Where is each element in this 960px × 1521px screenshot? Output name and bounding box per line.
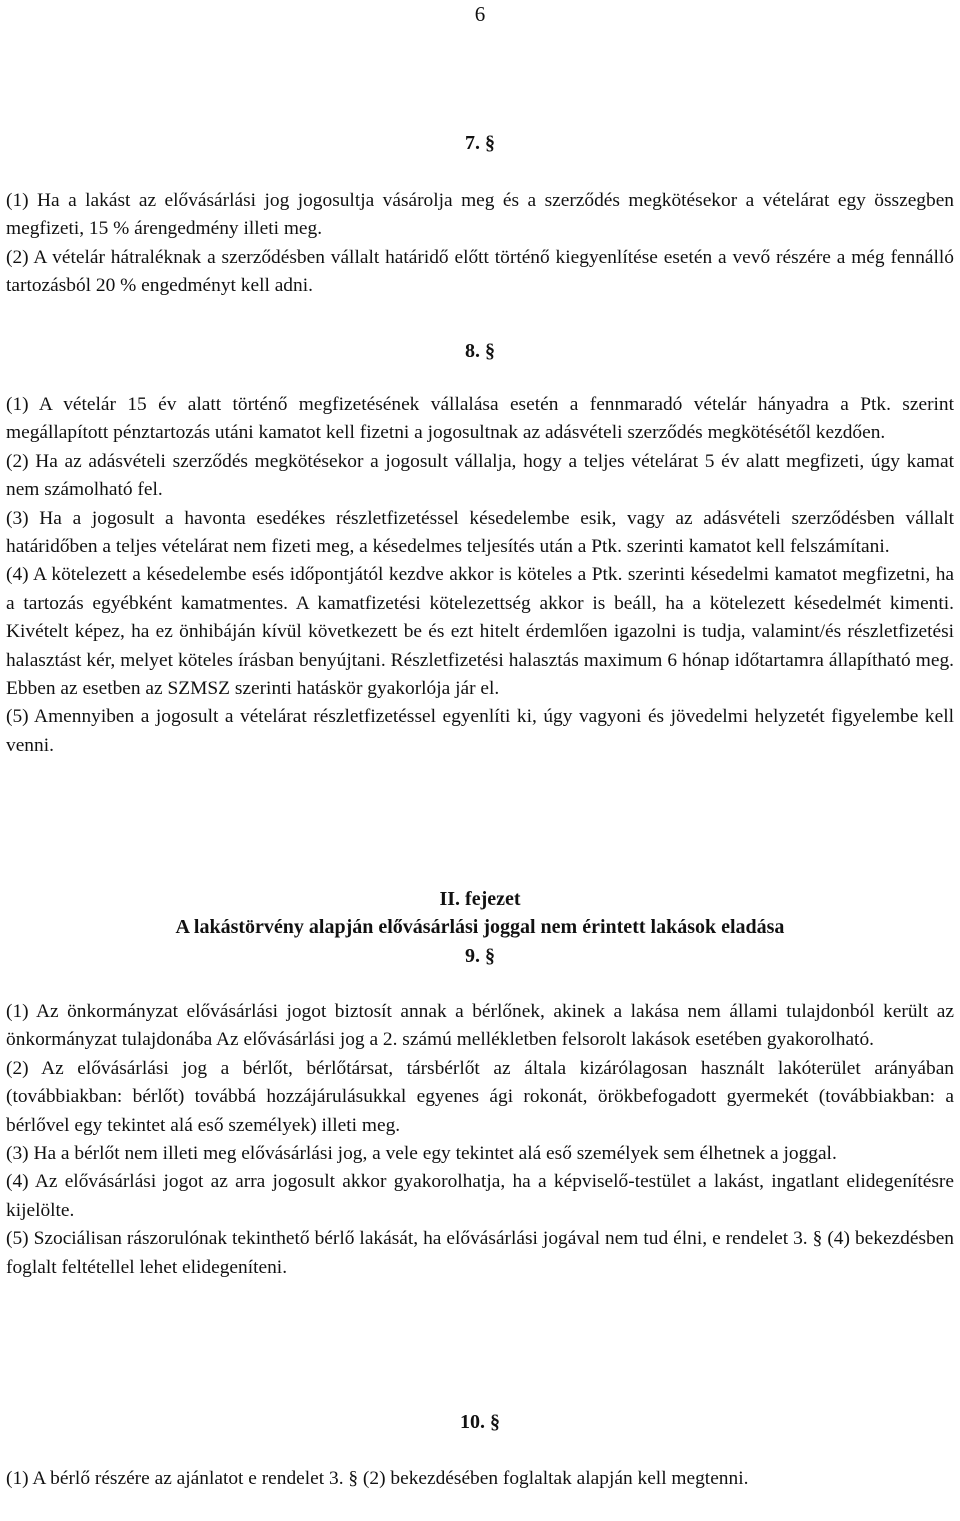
section-10-heading: 10. § — [460, 1411, 500, 1433]
section-9-paragraph-1: (1) Az önkormányzat elővásárlási jogot biztosít annak a bérlőnek, akinek a lakása nem állami tulajdonból került az önkormányzat tulajdonába Az elővásárlási jog a 2. számú mellékletben felsorolt lakások esetében gyakorolható. — [6, 1001, 954, 1051]
section-7-body — [6, 187, 954, 301]
chapter-title: II. fejezet — [439, 888, 521, 910]
section-8-paragraph-5: (5) Amennyiben a jogosult a vételárat részletfizetéssel egyenlíti ki, úgy vagyoni és jövedelmi helyzetét figyelembe kell venni. — [6, 706, 954, 756]
section-8-paragraph-2: (2) Ha az adásvételi szerződés megkötésekor a jogosult vállalja, hogy a teljes vételárat 5 év alatt megfizeti, úgy kamat nem számolható fel. — [6, 450, 954, 501]
section-8-paragraph-3: (3) Ha a jogosult a havonta esedékes részletfizetéssel késedelembe esik, vagy az adásvételi szerződésben vállalt határidőben a teljes vételárat nem fizeti meg, a késedelmes teljesítés után a Ptk. szerinti kamatot kell felszámítani. — [6, 507, 954, 558]
section-9-paragraph-2: (2) Az elővásárlási jog a bérlőt, bérlőtársat, társbérlőt az általa kizárólagosan használt lakóterület arányában (továbbiakban: bérlőt) továbbá hozzájárulásukkal egyenes ági rokonát, örökbefogadott gyermekét (továbbiakban: a bérlővel egy tekintet alá eső személyek) illeti meg. — [6, 1057, 954, 1136]
section-9-paragraph-5: (5) Szociálisan rászorulónak tekinthető bérlő lakását, ha elővásárlási jogával nem tud élni, e rendelet 3. § (4) bekezdésben foglalt feltétellel lehet elidegeníteni. — [6, 1228, 954, 1278]
page-number: 6 — [474, 2, 486, 26]
section-7-paragraph-1: (1) Ha a lakást az elővásárlási jog jogosultja vásárolja meg és a szerződés megkötésekor a vételárat egy összegben megfizeti, 15 % árengedmény illeti meg. — [6, 190, 954, 240]
section-10-body — [6, 1465, 954, 1493]
section-9-body — [6, 998, 954, 1282]
chapter-subtitle: A lakástörvény alapján elővásárlási joggal nem érintett lakások eladása — [175, 916, 785, 938]
section-10-paragraph-1: (1) A bérlő részére az ajánlatot e rendelet 3. § (2) bekezdésében foglaltak alapján kell megtenni. — [6, 1468, 749, 1489]
section-8-body — [6, 391, 954, 760]
section-8-paragraph-4: (4) A kötelezett a késedelembe esés időpontjától kezdve akkor is köteles a Ptk. szerinti késedelmi kamatot megfizetni, ha a tartozás egyébként kamatmentes. A kamatfizetési kötelezettség akkor is beáll, ha a kötelezett késedelmét kimenti. Kivételt képez, ha ez önhibáján kívül következett be és ezt hitelt érdemlően igazolni is tudja, valamint/és részletfizetési halasztást kér, melyet köteles írásban benyújtani. Részletfizetési halasztás maximum 6 hónap időtartamra állapítható meg. Ebben az esetben az SZMSZ szerinti hatáskör gyakorlója jár el. — [6, 564, 954, 700]
section-9-paragraph-4: (4) Az elővásárlási jogot az arra jogosult akkor gyakorolhatja, ha a képviselő-testület a lakást, ingatlant elidegenítésre kijelölte. — [6, 1171, 954, 1221]
section-8-heading: 8. § — [465, 340, 495, 362]
section-9-heading: 9. § — [465, 945, 495, 967]
section-8-paragraph-1: (1) A vételár 15 év alatt történő megfizetésének vállalása esetén a fennmaradó vételár hányadra a Ptk. szerint megállapított pénztartozás utáni kamatot kell fizetni a jogosultnak az adásvételi szerződés megkötésétől kezdően. — [6, 394, 954, 444]
section-7-paragraph-2: (2) A vételár hátraléknak a szerződésben vállalt határidő előtt történő kiegyenlítése esetén a vevő részére a még fennálló tartozásból 20 % engedményt kell adni. — [6, 246, 954, 297]
section-9-paragraph-3: (3) Ha a bérlőt nem illeti meg elővásárlási jog, a vele egy tekintet alá eső személyek sem élhetnek a joggal. — [6, 1143, 837, 1165]
section-7-heading: 7. § — [465, 132, 495, 154]
